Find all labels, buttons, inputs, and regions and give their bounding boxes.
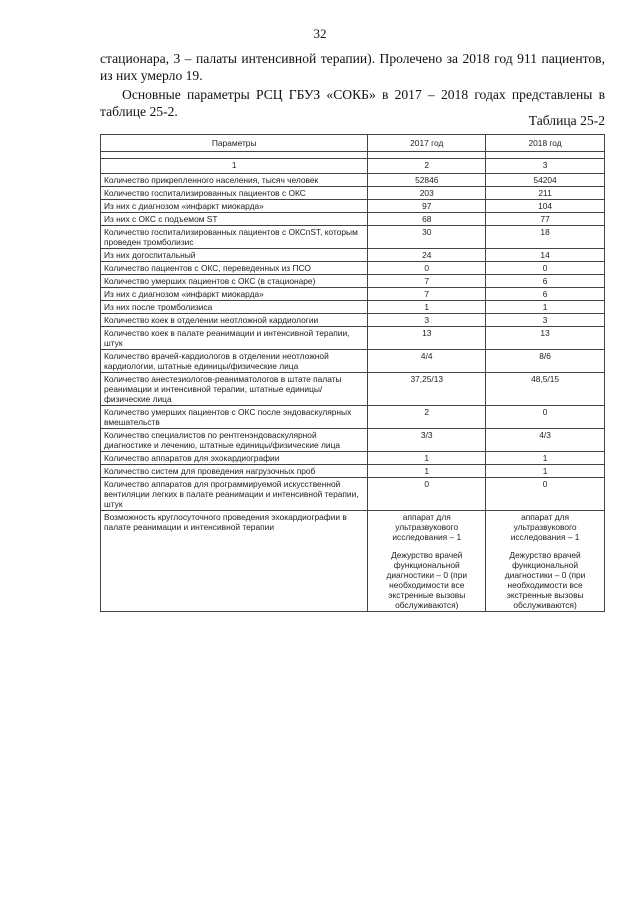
param-cell: Из них после тромболизиса [101,301,368,314]
header-2018: 2018 год [486,135,605,152]
table-row [101,478,605,511]
value-2017-cell: 97 [368,200,486,213]
table-row [101,373,605,406]
table-row [101,262,605,275]
column-number: 2 [368,159,486,174]
value-2017-cell: 24 [368,249,486,262]
value-2017-cell: 13 [368,327,486,350]
intro-paragraph-1 [100,50,605,84]
value-2018-cell: 1 [486,301,605,314]
param-cell: Из них с диагнозом «инфаркт миокарда» [101,288,368,301]
param-cell: Из них с диагнозом «инфаркт миокарда» [101,200,368,213]
column-number: 1 [101,159,368,174]
value-2018-cell: 0 [486,478,605,511]
value-2017-cell: 3/3 [368,429,486,452]
table-row [101,301,605,314]
param-cell: Количество систем для проведения нагрузочных проб [101,465,368,478]
param-cell: Количество специалистов по рентгенэндоваскулярной диагностике и лечению, штатные единицы/физические лица [101,429,368,452]
table-caption: Таблица 25-2 [528,113,605,128]
table-row [101,249,605,262]
value-2018-cell: 14 [486,249,605,262]
param-cell: Количество аппаратов для эхокардиографии [101,452,368,465]
value-2017-line1: аппарат для ультразвукового исследования – 1 [392,512,462,542]
value-2018-cell: 18 [486,226,605,249]
value-2017-cell: 30 [368,226,486,249]
value-2018-cell: 1 [486,452,605,465]
page-number: 32 [313,26,327,41]
value-2017-cell: 2 [368,406,486,429]
value-2018-line2: Дежурство врачей функциональной диагностики – 0 (при необходимости все экстренные вызовы обслуживаются) [504,550,586,610]
value-2017-cell: 7 [368,275,486,288]
param-cell: Количество госпитализированных пациентов с ОКС [101,187,368,200]
param-cell: Количество врачей-кардиологов в отделении неотложной кардиологии, штатные единицы/физические лица [101,350,368,373]
value-2018-cell: 4/3 [486,429,605,452]
param-cell: Количество аппаратов для программируемой искусственной вентиляции легких в палате реанимации и интенсивной терапии, штук [101,478,368,511]
value-2017-cell: 0 [368,262,486,275]
value-2018-cell: 211 [486,187,605,200]
value-2017-cell: 203 [368,187,486,200]
value-2018-cell: 1 [486,465,605,478]
header-parameters: Параметры [101,135,368,152]
param-cell: Возможность круглосуточного проведения эхокардиографии в палате реанимации и интенсивной терапии [101,511,368,612]
param-cell: Количество пациентов с ОКС, переведенных из ПСО [101,262,368,275]
table-row [101,213,605,226]
value-2018-cell: 0 [486,262,605,275]
value-2018-cell: 48,5/15 [486,373,605,406]
value-2017-cell: 3 [368,314,486,327]
table-header-row [101,135,605,152]
value-2017-cell: 0 [368,478,486,511]
paragraph-text: Основные параметры РСЦ ГБУЗ «СОКБ» в 2017 – 2018 годах представлены в таблице 25-2. [100,87,605,119]
value-2018-cell: 6 [486,275,605,288]
table-row [101,406,605,429]
value-2017-cell: 1 [368,452,486,465]
table-row [101,452,605,465]
value-2018-cell: 0 [486,406,605,429]
paragraph-text: стационара, 3 – палаты интенсивной терапии). Пролечено за 2018 год 911 пациентов, из них умерло 19. [100,51,605,83]
value-2018-cell: 104 [486,200,605,213]
table-row [101,187,605,200]
parameters-table [100,134,605,612]
table-row [101,288,605,301]
value-2018-cell [486,511,605,612]
value-2018-cell: 3 [486,314,605,327]
param-cell: Количество коек в отделении неотложной кардиологии [101,314,368,327]
value-2018-cell: 77 [486,213,605,226]
table-row-echo-availability [101,511,605,612]
header-2017: 2017 год [368,135,486,152]
value-2017-cell: 1 [368,465,486,478]
table-row [101,314,605,327]
value-2018-cell: 8/6 [486,350,605,373]
table-row [101,200,605,213]
table-row [101,327,605,350]
param-cell: Из них с ОКС с подъемом ST [101,213,368,226]
table-row [101,174,605,187]
value-2017-cell: 68 [368,213,486,226]
value-2017-cell: 4/4 [368,350,486,373]
param-cell: Количество умерших пациентов с ОКС (в стационаре) [101,275,368,288]
param-cell: Количество коек в палате реанимации и интенсивной терапии, штук [101,327,368,350]
table-row [101,350,605,373]
value-2018-line1: аппарат для ультразвукового исследования – 1 [510,512,580,542]
table-row [101,226,605,249]
table-body [101,174,605,511]
param-cell: Количество анестезиологов-реаниматологов в штате палаты реанимации и интенсивной терапии, штатные единицы/физические лица [101,373,368,406]
value-2017-cell: 37,25/13 [368,373,486,406]
value-2017-line2: Дежурство врачей функциональной диагностики – 0 (при необходимости все экстренные вызовы обслуживаются) [386,550,468,610]
table-spacer-row [101,152,605,159]
table-row [101,465,605,478]
table-row [101,275,605,288]
table-row [101,429,605,452]
param-cell: Количество умерших пациентов с ОКС после эндоваскулярных вмешательств [101,406,368,429]
value-2017-cell: 7 [368,288,486,301]
column-number-row [101,159,605,174]
param-cell: Количество госпитализированных пациентов с ОКСпST, которым проведен тромболизис [101,226,368,249]
value-2017-cell: 1 [368,301,486,314]
param-cell: Количество прикрепленного населения, тысяч человек [101,174,368,187]
value-2018-cell: 54204 [486,174,605,187]
value-2018-cell: 13 [486,327,605,350]
column-number: 3 [486,159,605,174]
value-2018-cell: 6 [486,288,605,301]
value-2017-cell [368,511,486,612]
param-cell: Из них догоспитальный [101,249,368,262]
value-2017-cell: 52846 [368,174,486,187]
